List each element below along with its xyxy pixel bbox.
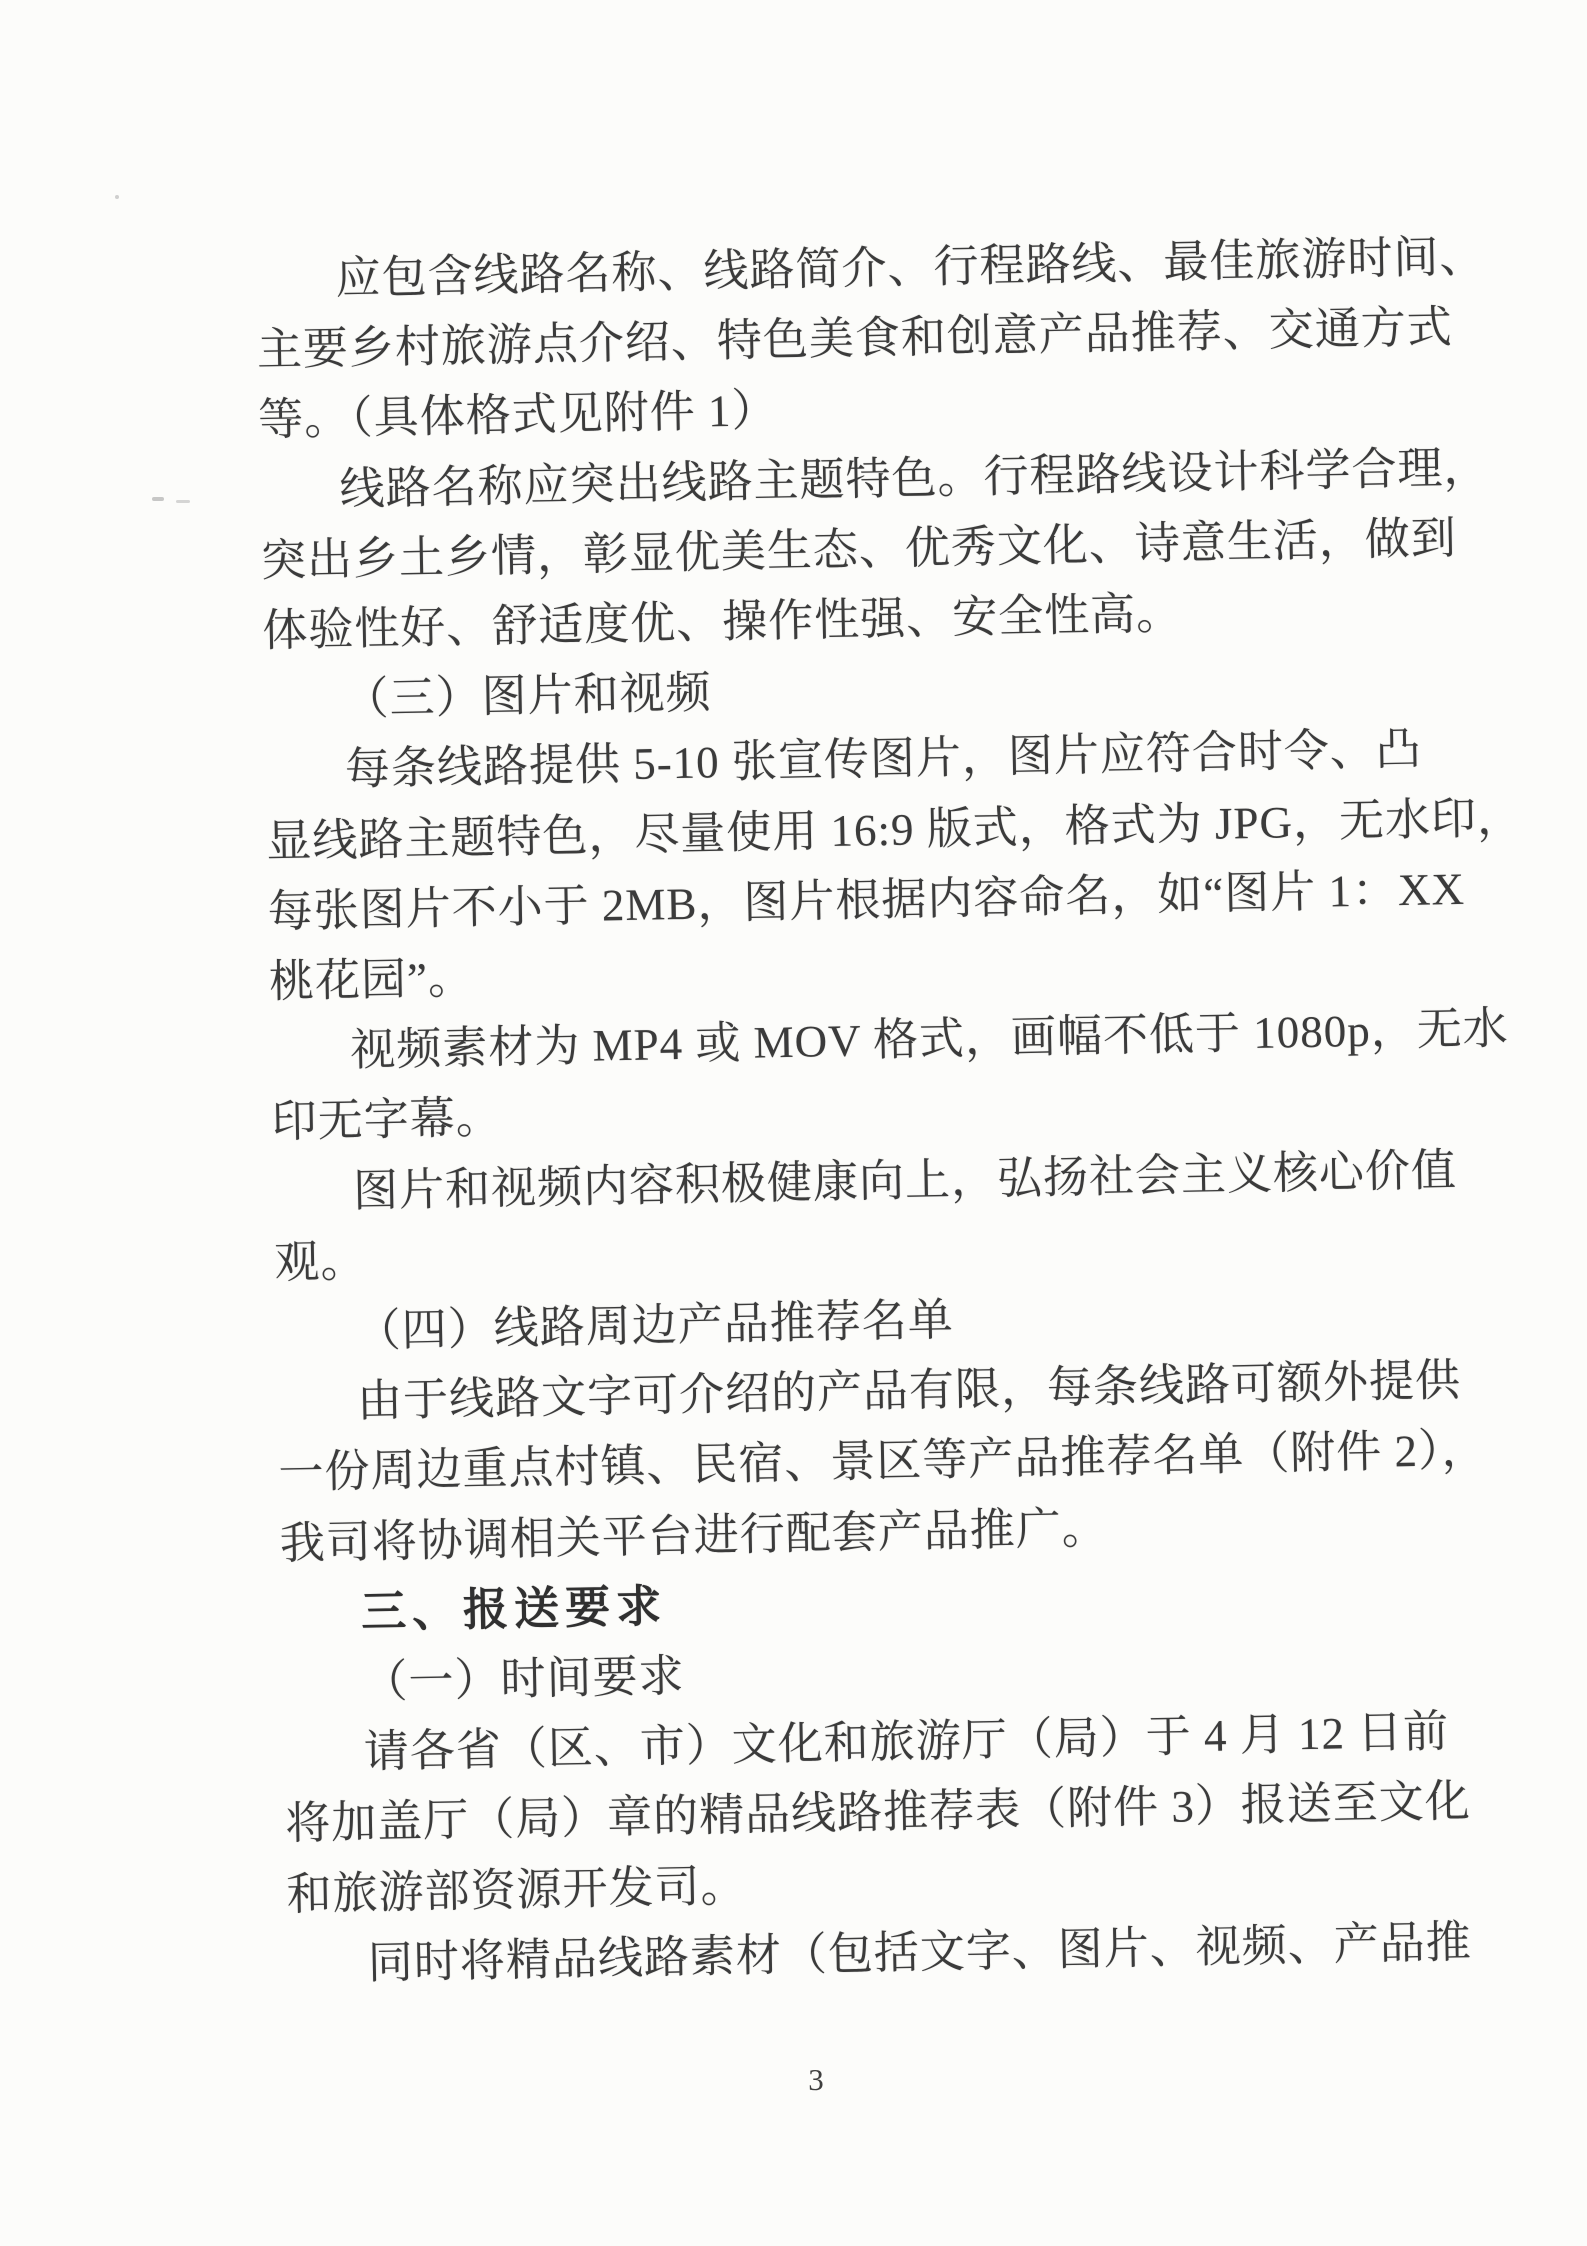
text-line: 将加盖厅（局）章的精品线路推荐表（附件 3）报送至文化 [284,1776,1472,1850]
section-heading-line: 三、报送要求 [360,1581,668,1638]
text-line: 主要乡村旅游点介绍、特色美食和创意产品推荐、交通方式 [256,302,1454,376]
text-line: 我司将协调相关平台进行配套产品推广。 [279,1502,1109,1569]
text-line: 由于线路文字可介绍的产品有限，每条线路可额外提供 [356,1355,1462,1427]
text-line: 体验性好、舒适度优、操作性强、安全性高。 [261,588,1183,656]
text-line: 和旅游部资源开发司。 [286,1860,747,1920]
text-line: 观。 [273,1235,367,1288]
text-line: 每张图片不小于 2MB，图片根据内容命名，如“图片 1：XX [267,863,1466,937]
text-line: 桃花园”。 [268,952,475,1007]
scan-speck [152,497,164,501]
text-line: 线路名称应突出线路主题特色。行程路线设计科学合理， [339,441,1490,515]
document-body [255,228,1524,2010]
text-line: （三）图片和视频 [343,667,713,725]
text-line: （一）时间要求 [362,1651,685,1708]
text-line: 等。（具体格式见附件 1） [257,385,778,446]
text-line: 应包含线路名称、线路简介、行程路线、最佳旅游时间、 [335,231,1486,304]
text-line: 请各省（区、市）文化和旅游厅（局）于 4 月 12 日前 [363,1706,1450,1778]
text-line: 突出乡土乡情，彰显优美生态、优秀文化、诗意生活，做到 [260,512,1458,586]
text-line: 一份周边重点村镇、民宿、景区等产品推荐名单（附件 2）， [277,1424,1488,1499]
text-line: （四）线路周边产品推荐名单 [355,1294,955,1357]
text-line: 每条线路提供 5-10 张宣传图片，图片应符合时令、凸 [344,724,1423,795]
page-number: 3 [808,2062,824,2097]
text-line: 视频素材为 MP4 或 MOV 格式，画幅不低于 1080p，无水 [349,1003,1510,1076]
text-line: 显线路主题特色，尽量使用 16:9 版式，格式为 JPG，无水印， [265,792,1524,867]
text-line: 印无字幕。 [271,1092,503,1148]
scan-speck [115,195,119,199]
scan-speck [176,500,190,503]
text-line: 同时将精品线路素材（包括文字、图片、视频、产品推 [367,1916,1473,1988]
text-line: 图片和视频内容积极健康向上，弘扬社会主义核心价值 [352,1144,1458,1216]
